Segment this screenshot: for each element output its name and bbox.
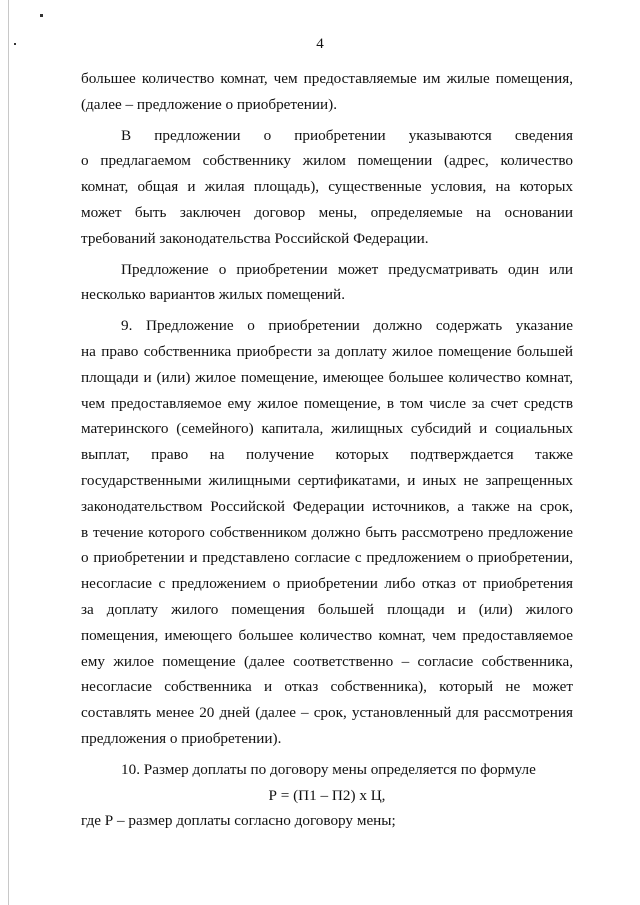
- page-number: 4: [316, 36, 324, 52]
- text-line: несогласие с предложением о приобретении либо отказ от приобретения: [81, 575, 573, 593]
- text-line: ему жилое помещение (далее соответственно – согласие собственника,: [81, 652, 573, 670]
- text-line: Предложение о приобретении может предусматривать один или: [121, 260, 573, 278]
- text-line: материнского (семейного) капитала, жилищных субсидий и социальных: [81, 420, 573, 438]
- document-body: [81, 66, 573, 834]
- text-line: В предложении о приобретении указываются сведения: [121, 126, 573, 144]
- text-line: большее количество комнат, чем предоставляемые им жилые помещения,: [81, 70, 573, 87]
- text-line: помещения, имеющего большее количество комнат, чем предоставляемое: [81, 626, 573, 644]
- text-line: может быть заключен договор мены, определяемые на основании: [81, 203, 573, 221]
- paragraph: [81, 808, 573, 834]
- text-line: в течение которого собственником должно быть рассмотрено предложение: [81, 523, 573, 541]
- text-line: предложения о приобретении).: [81, 729, 282, 747]
- text-line: выплат, право на получение которых подтверждается также: [81, 446, 573, 464]
- text-line: площади и (или) жилое помещение, имеющее большее количество комнат,: [81, 368, 573, 386]
- scan-speck: [40, 14, 43, 17]
- text-line: несколько вариантов жилых помещений.: [81, 286, 345, 304]
- text-line: 10. Размер доплаты по договору мены определяется по формуле: [121, 760, 536, 778]
- paragraph: [81, 257, 573, 309]
- text-line: о приобретении и представлено согласие с предложением о приобретении,: [81, 549, 573, 567]
- formula: [81, 783, 573, 809]
- scan-left-edge: [8, 0, 9, 905]
- formula-line: Р = (П1 – П2) x Ц,: [268, 786, 386, 804]
- paragraph-item-10: [81, 757, 573, 783]
- text-line: на право собственника приобрести за доплату жилое помещение большей: [81, 342, 573, 360]
- paragraph-item-9: [81, 313, 573, 752]
- text-line: о предлагаемом собственнику жилом помещении (адрес, количество: [81, 152, 573, 170]
- text-line: за доплату жилого помещения большей площади и (или) жилого: [81, 600, 573, 618]
- text-line: где Р – размер доплаты согласно договору мены;: [81, 812, 396, 830]
- text-line: государственными жилищными сертификатами, и иных не запрещенных: [81, 471, 573, 489]
- text-line: несогласие собственника и отказ собственника), который не может: [81, 678, 573, 696]
- paragraph: [81, 123, 573, 252]
- text-line: законодательством Российской Федерации источников, а также на срок,: [81, 497, 573, 515]
- paragraph: [81, 66, 573, 118]
- text-line: комнат, общая и жилая площадь), существенные условия, на которых: [81, 178, 573, 196]
- text-line: чем предоставляемое ему жилое помещение, в том числе за счет средств: [81, 394, 573, 412]
- text-line: составлять менее 20 дней (далее – срок, установленный для рассмотрения: [81, 704, 573, 722]
- text-line: требований законодательства Российской Федерации.: [81, 229, 429, 247]
- text-line: 9. Предложение о приобретении должно содержать указание: [121, 317, 573, 335]
- text-line: (далее – предложение о приобретении).: [81, 95, 338, 113]
